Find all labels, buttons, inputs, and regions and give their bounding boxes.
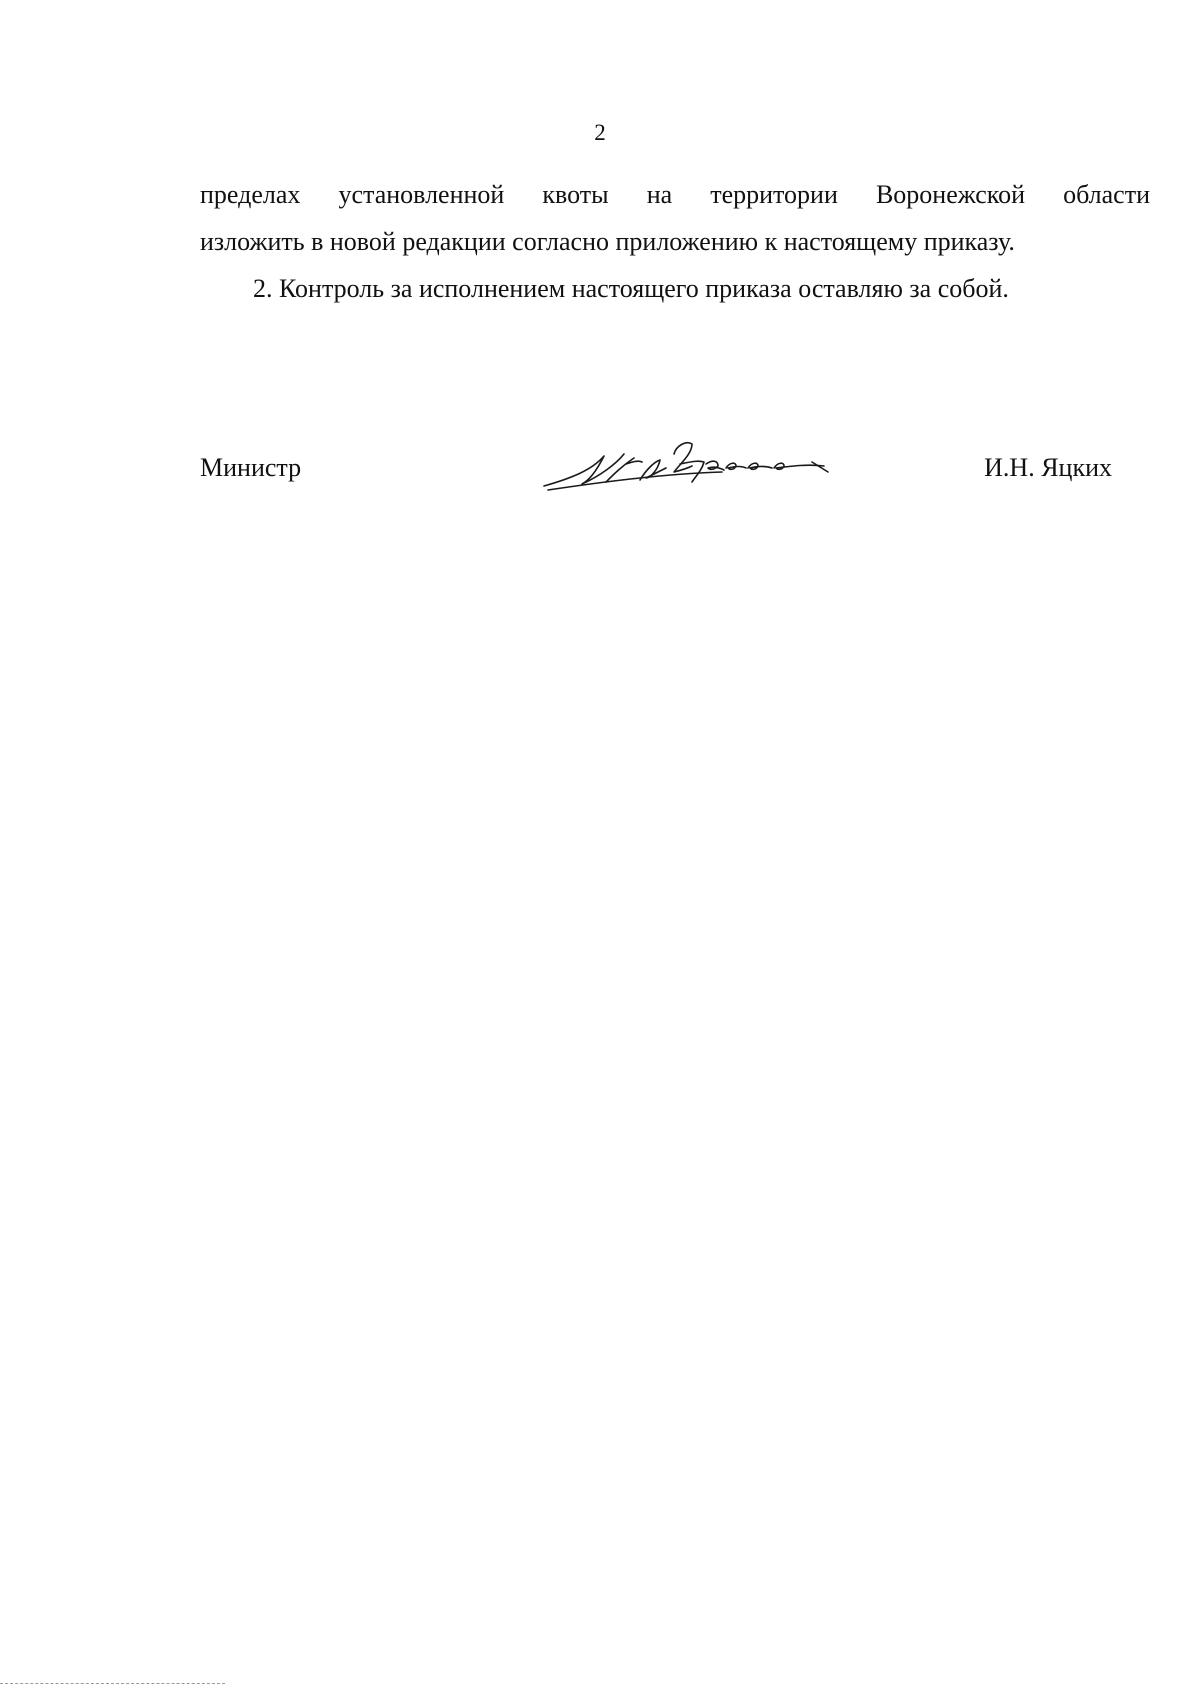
document-body	[200, 171, 1150, 312]
word: пределах	[200, 180, 301, 209]
page-number: 2	[594, 120, 606, 145]
word: Воронежской	[875, 180, 1026, 209]
signature-block	[200, 450, 1112, 510]
handwritten-signature-icon	[542, 434, 852, 504]
signer-position: Министр	[200, 453, 302, 482]
word: на	[646, 180, 673, 209]
word: квоты	[542, 180, 609, 209]
paragraph-line-last: изложить в новой редакции согласно приложению к настоящему приказу.	[200, 227, 1015, 256]
word: установленной	[338, 180, 505, 209]
word: территории	[710, 180, 838, 209]
word: области	[1063, 180, 1150, 209]
paragraph-line-justified	[200, 171, 1150, 218]
signer-name: И.Н. Яцких	[984, 453, 1112, 482]
paragraph-control-clause: 2. Контроль за исполнением настоящего приказа оставляю за собой.	[253, 274, 1009, 303]
paragraph-continuation	[200, 171, 1150, 265]
scan-edge-line	[0, 1683, 225, 1684]
